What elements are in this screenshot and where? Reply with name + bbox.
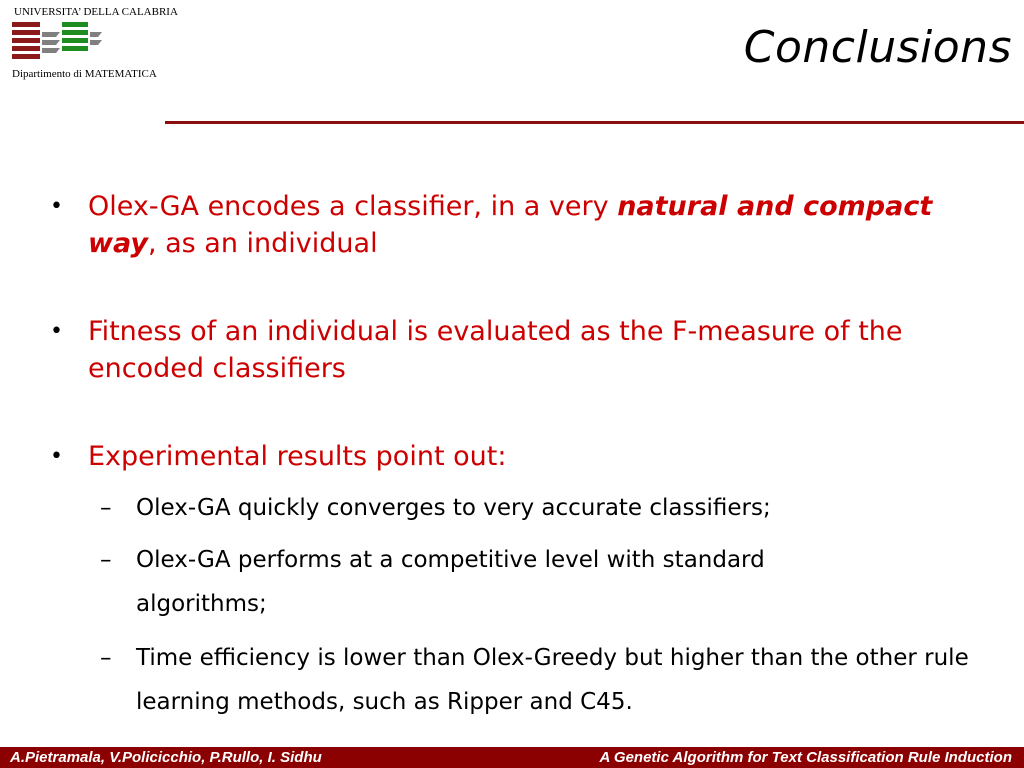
dash-icon: – bbox=[100, 495, 112, 521]
sub-bullet-item-2 bbox=[100, 538, 1000, 626]
university-logo-icon bbox=[10, 22, 110, 66]
footer-bar bbox=[0, 747, 1024, 768]
bullet-text: Experimental results point out: bbox=[88, 441, 507, 472]
bullet-item-1 bbox=[50, 188, 990, 262]
bullet-text-part: Olex-GA encodes a classifier, in a very bbox=[88, 191, 618, 222]
bullet-icon: • bbox=[50, 194, 63, 219]
bullet-text: Fitness of an individual is evaluated as the F-measure of the encoded classifiers bbox=[88, 316, 903, 384]
bullet-icon: • bbox=[50, 444, 63, 469]
bullet-text bbox=[88, 188, 990, 262]
department-name: Dipartimento di MATEMATICA bbox=[12, 68, 157, 80]
sub-bullet-text: Time efficiency is lower than Olex-Greedy but higher than the other rule learning methods, such as Ripper and C45. bbox=[136, 645, 969, 715]
sub-bullet-text: Olex-GA quickly converges to very accurate classifiers; bbox=[136, 495, 771, 521]
sub-bullet-text: Olex-GA performs at a competitive level with standard algorithms; bbox=[136, 547, 765, 617]
footer-talk-title: A Genetic Algorithm for Text Classification Rule Induction bbox=[599, 749, 1012, 766]
bullet-icon: • bbox=[50, 319, 63, 344]
dash-icon: – bbox=[100, 645, 112, 671]
university-logo-block bbox=[10, 4, 200, 84]
bullet-item-3 bbox=[50, 438, 990, 475]
university-name: UNIVERSITA’ DELLA CALABRIA bbox=[14, 6, 178, 18]
bullet-emphasis: natural and compact way bbox=[88, 191, 933, 259]
title-divider bbox=[165, 121, 1024, 124]
footer-authors: A.Pietramala, V.Policicchio, P.Rullo, I. Sidhu bbox=[10, 749, 322, 766]
sub-bullet-item-1 bbox=[100, 486, 1000, 530]
dash-icon: – bbox=[100, 547, 112, 573]
sub-bullet-item-3 bbox=[100, 636, 1000, 724]
bullet-text-part: , as an individual bbox=[147, 228, 378, 259]
bullet-item-2 bbox=[50, 313, 990, 387]
slide-title: Conclusions bbox=[743, 22, 1012, 73]
